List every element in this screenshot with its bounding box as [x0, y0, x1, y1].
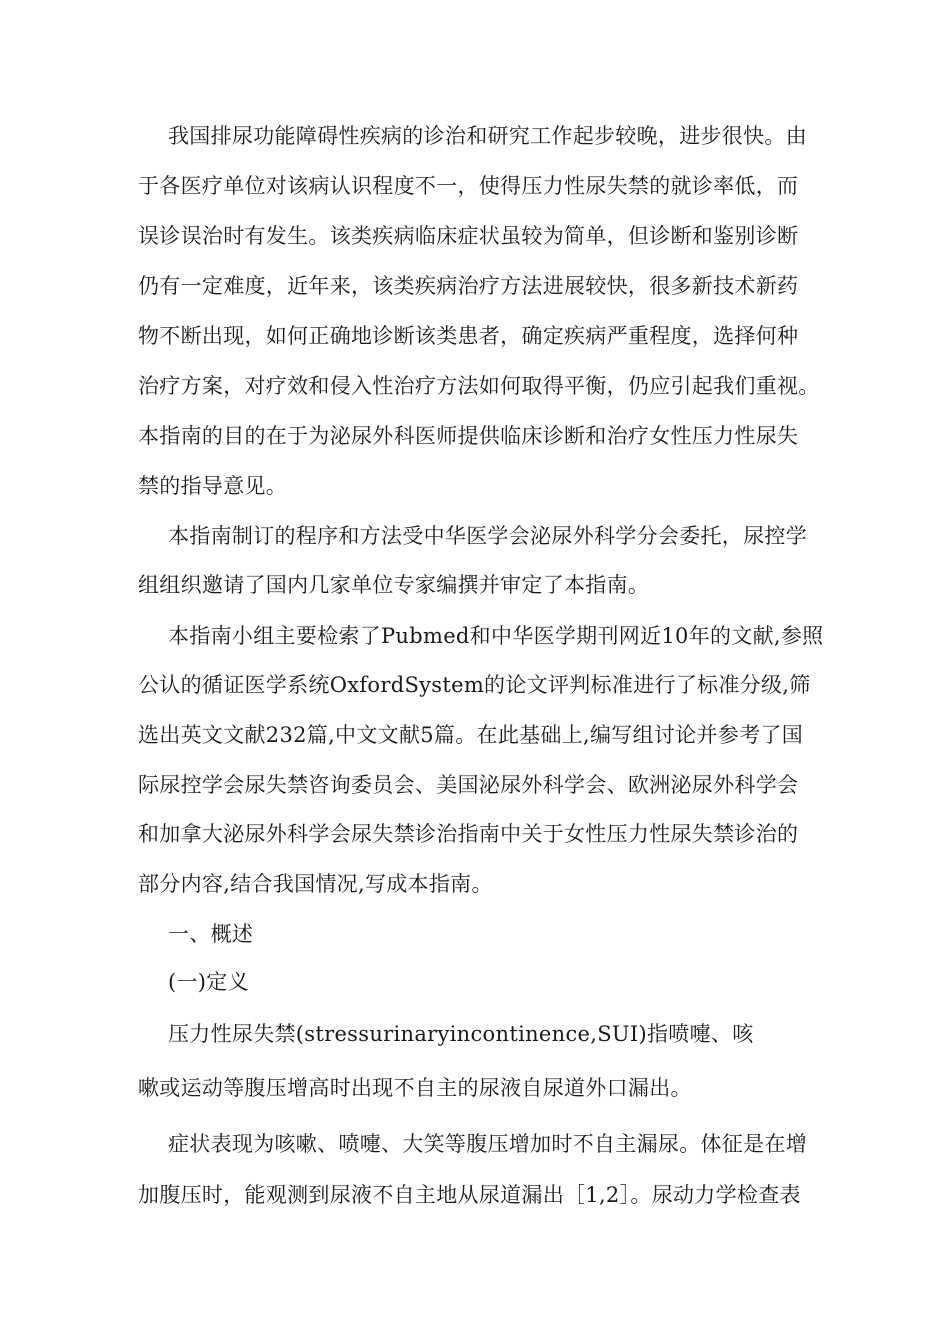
body-line: 症状表现为咳嗽、喷嚏、大笑等腹压增加时不自主漏尿。体征是在增	[168, 1132, 807, 1156]
body-line: 物不断出现，如何正确地诊断该类患者，确定疾病严重程度，选择何种	[138, 324, 799, 348]
body-line: 我国排尿功能障碍性疾病的诊治和研究工作起步较晚，进步很快。由	[168, 124, 807, 148]
body-line: 部分内容,结合我国情况,写成本指南。	[138, 872, 493, 896]
body-line: 公认的循证医学系统OxfordSystem的论文评判标准进行了标准分级,筛	[138, 673, 811, 697]
body-line: 际尿控学会尿失禁咨询委员会、美国泌尿外科学会、欧洲泌尿外科学会	[138, 773, 799, 797]
body-line: 本指南小组主要检索了Pubmed和中华医学期刊网近10年的文献,参照	[168, 624, 824, 648]
body-line: 嗽或运动等腹压增高时出现不自主的尿液自尿道外口漏出。	[138, 1076, 692, 1100]
body-line: 本指南的目的在于为泌尿外科医师提供临床诊断和治疗女性压力性尿失	[138, 424, 799, 448]
body-line: 压力性尿失禁(stressurinaryincontinence,SUI)指喷嚏、咳	[168, 1022, 754, 1046]
body-line: 本指南制订的程序和方法受中华医学会泌尿外科学分会委托，尿控学	[168, 524, 807, 548]
body-line: 和加拿大泌尿外科学会尿失禁诊治指南中关于女性压力性尿失禁诊治的	[138, 822, 799, 846]
body-line: 加腹压时，能观测到尿液不自主地从尿道漏出［1,2］。尿动力学检查表	[138, 1183, 801, 1207]
body-line: 误诊误治时有发生。该类疾病临床症状虽较为简单，但诊断和鉴别诊断	[138, 224, 799, 248]
body-line: 治疗方案，对疗效和侵入性治疗方法如何取得平衡，仍应引起我们重视。	[138, 374, 820, 398]
body-line: 仍有一定难度，近年来，该类疾病治疗方法进展较快，很多新技术新药	[138, 274, 799, 298]
body-line: 于各医疗单位对该病认识程度不一，使得压力性尿失禁的就诊率低，而	[138, 174, 799, 198]
body-line: 组组织邀请了国内几家单位专家编撰并审定了本指南。	[138, 573, 650, 597]
body-line: 选出英文文献232篇,中文文献5篇。在此基础上,编写组讨论并参考了国	[138, 723, 803, 747]
section-heading: 一、概述	[168, 922, 254, 946]
body-line: 禁的指导意见。	[138, 474, 288, 498]
subsection-heading: (一)定义	[168, 970, 249, 994]
